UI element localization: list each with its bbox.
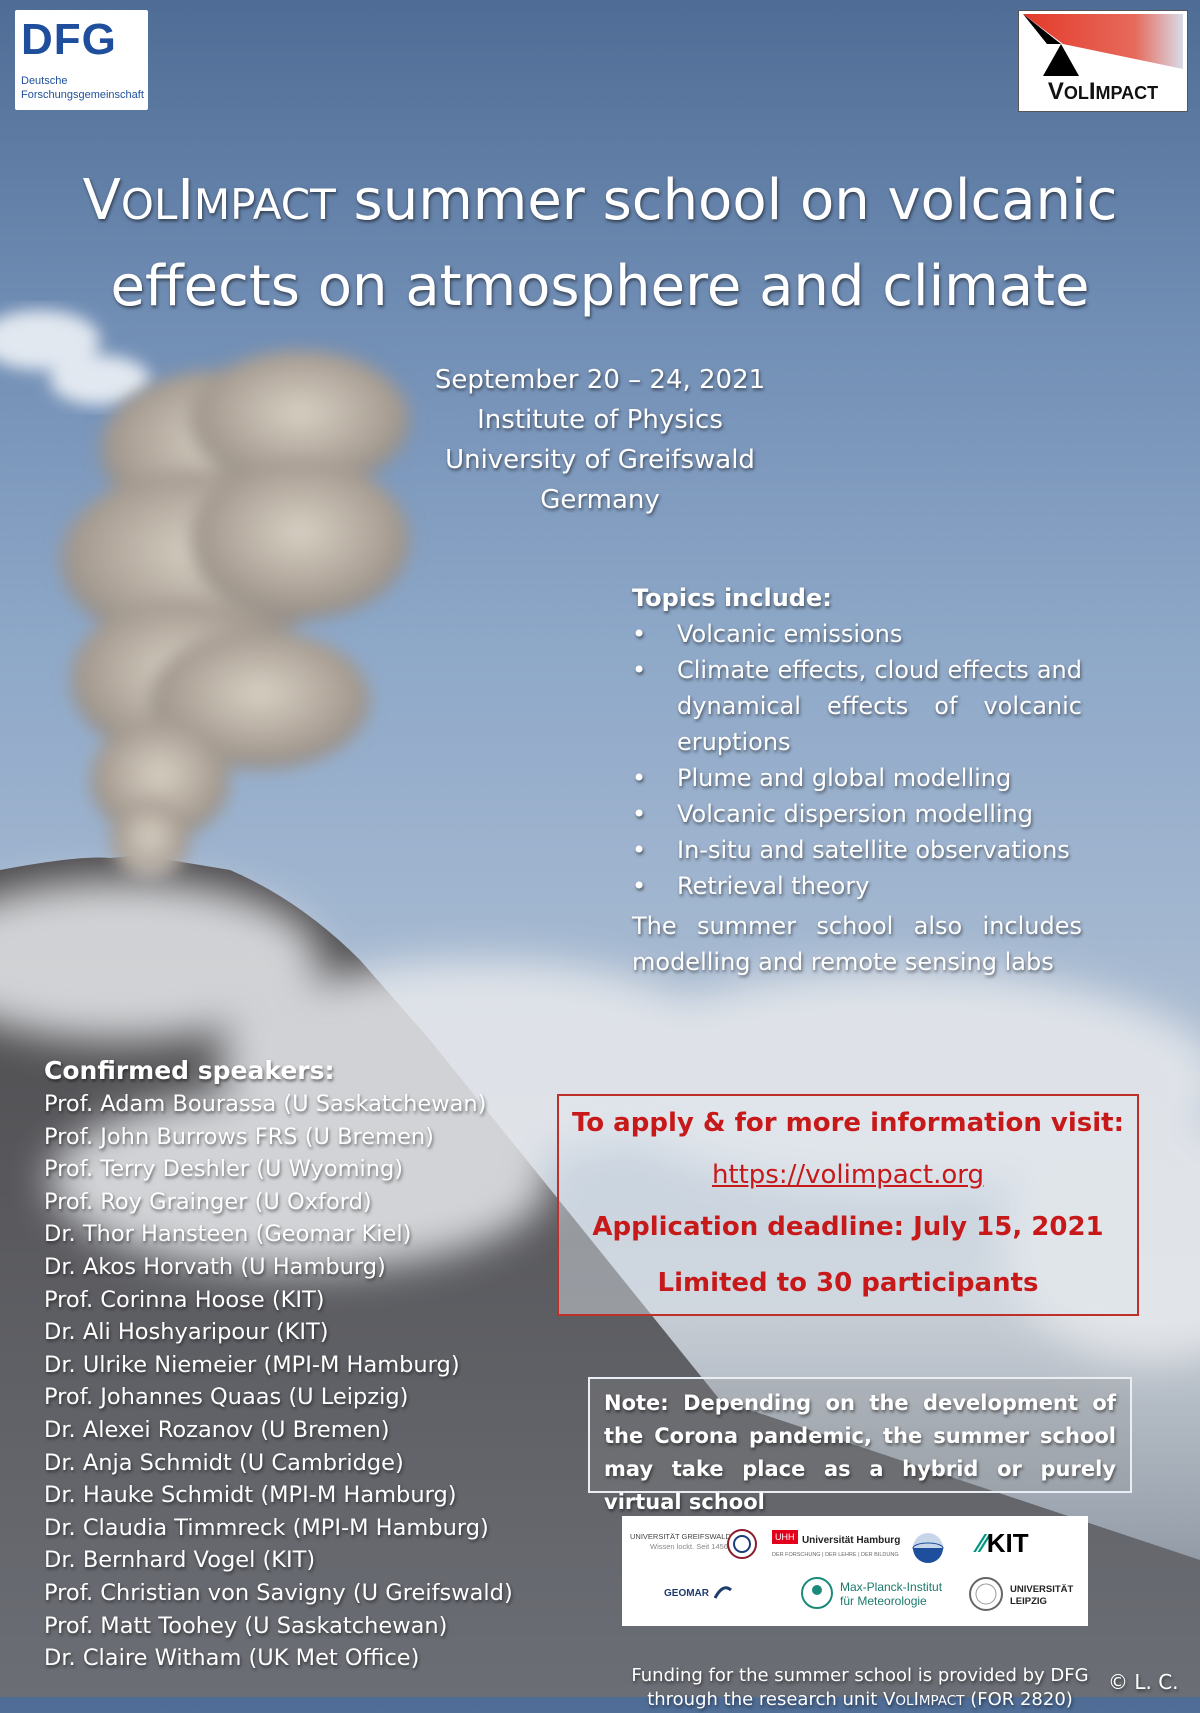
dfg-logo-line1: Deutsche xyxy=(21,75,68,87)
corona-note-text: Note: Depending on the development of the Corona pandemic, the summer school may take place as a hybrid or purely virtual school xyxy=(604,1391,1116,1514)
list-item: Prof. Matt Toohey (U Saskatchewan) xyxy=(44,1612,448,1639)
funding-line-1: Funding for the summer school is provided by DFG xyxy=(631,1665,1089,1686)
list-item: Dr. Akos Horvath (U Hamburg) xyxy=(44,1253,386,1280)
list-item: Dr. Anja Schmidt (U Cambridge) xyxy=(44,1449,404,1476)
list-item: Dr. Bernhard Vogel (KIT) xyxy=(44,1547,316,1574)
event-institute: Institute of Physics xyxy=(477,405,723,435)
event-country: Germany xyxy=(540,485,660,515)
dfg-logo xyxy=(15,10,148,110)
list-item: Dr. Ulrike Niemeier (MPI-M Hamburg) xyxy=(44,1351,460,1378)
participant-limit: Limited to 30 participants xyxy=(657,1268,1039,1298)
funding-note xyxy=(600,1664,1120,1712)
event-dates: September 20 – 24, 2021 xyxy=(434,365,766,395)
geomar-wave-icon xyxy=(712,1578,734,1604)
list-item: Prof. Johannes Quaas (U Leipzig) xyxy=(44,1384,409,1411)
geomar-logo: GEOMAR xyxy=(664,1588,709,1599)
speakers-heading: Confirmed speakers: xyxy=(44,1056,335,1085)
topics-section xyxy=(632,580,1082,980)
list-item: • Plume and global modelling xyxy=(632,760,1082,796)
list-item: Prof. Christian von Savigny (U Greifswald) xyxy=(44,1579,513,1606)
title-line-2: effects on atmosphere and climate xyxy=(110,254,1090,319)
list-item: Prof. Roy Grainger (U Oxford) xyxy=(44,1188,372,1215)
list-item: Dr. Claudia Timmreck (MPI-M Hamburg) xyxy=(44,1514,489,1541)
event-info xyxy=(300,360,900,520)
list-item: Dr. Claire Witham (UK Met Office) xyxy=(44,1645,420,1672)
mpi-logo: Max-Planck-Institut für Meteorologie xyxy=(840,1580,943,1608)
list-item: • Volcanic emissions xyxy=(632,616,1082,652)
list-item: Prof. Corinna Hoose (KIT) xyxy=(44,1286,325,1313)
leipzig-seal-icon xyxy=(968,1576,1004,1612)
website-link[interactable]: https://volimpact.org xyxy=(711,1160,985,1190)
page-title xyxy=(30,160,1170,328)
iup-globe-icon xyxy=(908,1526,948,1566)
event-university: University of Greifswald xyxy=(445,445,755,475)
corona-note-box xyxy=(588,1377,1132,1514)
application-info-box xyxy=(557,1094,1139,1316)
mpi-minerva-icon xyxy=(800,1576,834,1610)
speakers-list xyxy=(44,1088,604,1675)
hamburg-logo-mark-icon: UHH xyxy=(772,1530,798,1544)
dfg-logo-mark: DFG xyxy=(21,15,117,64)
partner-logos xyxy=(622,1516,1088,1626)
hamburg-logo: UHH Universität Hamburg DER FORSCHUNG | DER LEHRE | DER BILDUNG xyxy=(772,1532,901,1558)
speakers-section xyxy=(44,1054,604,1675)
list-item: Prof. Adam Bourassa (U Saskatchewan) xyxy=(44,1091,487,1117)
photo-credit: © L. C. xyxy=(1108,1670,1179,1694)
list-item: Prof. John Burrows FRS (U Bremen) xyxy=(44,1123,434,1150)
apply-heading: To apply & for more information visit: xyxy=(571,1108,1124,1138)
list-item: • Volcanic dispersion modelling xyxy=(632,796,1082,832)
topics-heading: Topics include: xyxy=(632,584,832,612)
list-item: Dr. Ali Hoshyaripour (KIT) xyxy=(44,1319,329,1346)
funding-line-2: through the research unit VOLIMPACT (FOR 2820) xyxy=(647,1689,1073,1710)
topics-labs-note: The summer school also includes modelling and remote sensing labs xyxy=(632,912,1082,976)
list-item: • Retrieval theory xyxy=(632,868,1082,904)
list-item: Dr. Alexei Rozanov (U Bremen) xyxy=(44,1416,390,1443)
greifswald-seal-icon xyxy=(726,1528,758,1560)
greifswald-logo: UNIVERSITÄT GREIFSWALD Wissen lockt. Seit 1456 xyxy=(630,1532,731,1551)
leipzig-logo: UNIVERSITÄT LEIPZIG xyxy=(1010,1584,1074,1607)
topics-list xyxy=(632,616,1082,904)
dfg-logo-line2: Forschungsgemeinschaft xyxy=(21,89,144,101)
dfg-logo-subtitle xyxy=(21,74,144,102)
volimpact-logo-text: VOLIMPACT xyxy=(1047,78,1159,105)
list-item: Dr. Thor Hansteen (Geomar Kiel) xyxy=(44,1221,412,1248)
volcano-logo-icon xyxy=(1023,14,1183,76)
kit-logo: ⁄⁄KIT xyxy=(978,1528,1029,1558)
list-item: Prof. Terry Deshler (U Wyoming) xyxy=(44,1156,404,1183)
list-item: • In-situ and satellite observations xyxy=(632,832,1082,868)
list-item: Dr. Hauke Schmidt (MPI-M Hamburg) xyxy=(44,1482,457,1509)
list-item: • Climate effects, cloud effects and dynamical effects of volcanic eruptions xyxy=(632,652,1082,760)
kit-logo-mark-icon: ⁄⁄ xyxy=(978,1528,987,1558)
title-line-1: VOLIMPACT summer school on volcanic xyxy=(82,168,1118,233)
application-deadline: Application deadline: July 15, 2021 xyxy=(592,1212,1104,1242)
volimpact-logo xyxy=(1018,10,1188,112)
